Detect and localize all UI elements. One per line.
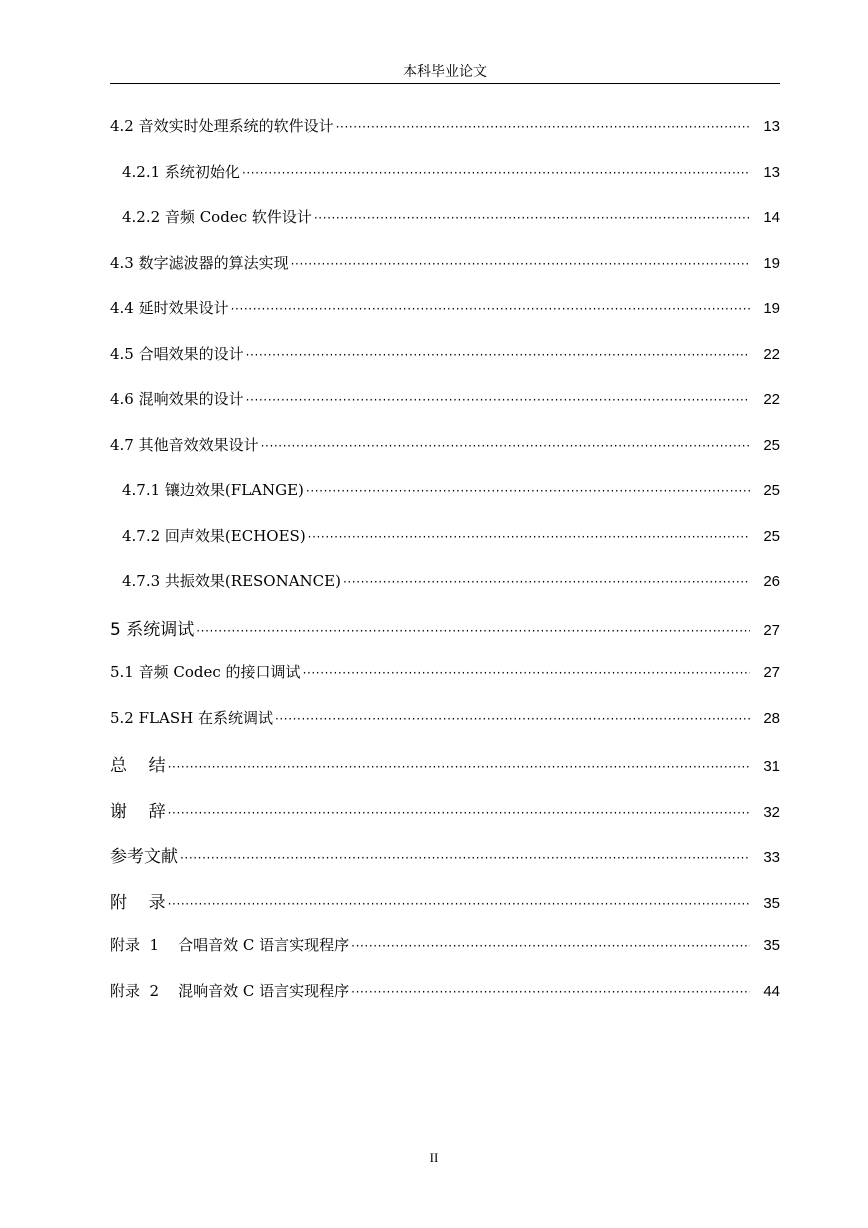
toc-entry-title: 4.2.2 音频 Codec 软件设计: [122, 208, 312, 226]
toc-entry-title: 4.5 合唱效果的设计: [110, 345, 244, 363]
toc-leader-dots: [308, 530, 750, 544]
toc-entry[interactable]: [110, 980, 780, 1004]
toc-entry-page: 44: [763, 983, 780, 1000]
toc-entry-page: 22: [763, 346, 780, 363]
toc-leader-dots: [168, 806, 750, 820]
toc-entry-page: 33: [763, 849, 780, 866]
toc-entry-page: 27: [763, 622, 780, 639]
page-number-footer: II: [429, 1150, 439, 1165]
toc-leader-dots: [351, 939, 750, 953]
toc-entry-title: 4.3 数字滤波器的算法实现: [110, 254, 289, 272]
toc-entry[interactable]: [110, 751, 780, 775]
toc-entry-title: 附录 2 混响音效 C 语言实现程序: [110, 982, 350, 1000]
toc-entry-page: 31: [763, 758, 780, 775]
toc-entry[interactable]: [110, 343, 780, 367]
header-rule: [110, 83, 780, 84]
toc-entry[interactable]: [110, 434, 780, 458]
toc-entry[interactable]: [110, 115, 780, 139]
toc-entry-title: 附录 1 合唱音效 C 语言实现程序: [110, 936, 350, 954]
toc-entry-title: 附 录: [110, 893, 166, 913]
toc-leader-dots: [343, 575, 750, 589]
toc-entry-title: 4.7.3 共振效果(RESONANCE): [122, 572, 341, 590]
toc-leader-dots: [196, 624, 750, 638]
toc-entry-page: 13: [763, 118, 780, 135]
toc-entry[interactable]: [110, 707, 780, 731]
toc-leader-dots: [351, 985, 750, 999]
toc-entry[interactable]: [110, 842, 780, 866]
toc-leader-dots: [261, 439, 750, 453]
toc-leader-dots: [168, 897, 750, 911]
toc-leader-dots: [336, 120, 750, 134]
toc-entry-page: 19: [763, 300, 780, 317]
toc-entry-page: 25: [763, 437, 780, 454]
toc-entry-title: 4.7 其他音效效果设计: [110, 436, 259, 454]
toc-entry-title: 5.2 FLASH 在系统调试: [110, 709, 273, 727]
toc-entry-title: 4.7.1 镶边效果(FLANGE): [122, 481, 304, 499]
toc-entry[interactable]: [110, 525, 780, 549]
toc-entry[interactable]: [110, 888, 780, 912]
toc-entry-page: 27: [763, 664, 780, 681]
toc-leader-dots: [291, 257, 750, 271]
toc-leader-dots: [303, 666, 750, 680]
toc-entry[interactable]: [110, 388, 780, 412]
toc-leader-dots: [168, 760, 750, 774]
toc-entry-title: 4.2.1 系统初始化: [122, 163, 240, 181]
toc-entry-page: 28: [763, 710, 780, 727]
toc-entry-page: 26: [763, 573, 780, 590]
toc-entry-title: 谢 辞: [110, 802, 166, 822]
toc-entry-page: 13: [763, 164, 780, 181]
toc-leader-dots: [231, 302, 750, 316]
toc-entry-page: 22: [763, 391, 780, 408]
toc-entry[interactable]: [110, 615, 780, 639]
toc-entry[interactable]: [110, 934, 780, 958]
toc-leader-dots: [246, 348, 750, 362]
toc-leader-dots: [242, 166, 750, 180]
toc-entry-title: 5 系统调试: [110, 620, 195, 640]
toc-entry-title: 4.2 音效实时处理系统的软件设计: [110, 117, 334, 135]
toc-entry-title: 4.6 混响效果的设计: [110, 390, 244, 408]
toc-entry[interactable]: [110, 252, 780, 276]
toc-leader-dots: [180, 851, 750, 865]
toc-entry-page: 25: [763, 482, 780, 499]
toc-entry-title: 4.4 延时效果设计: [110, 299, 229, 317]
toc-entry-page: 25: [763, 528, 780, 545]
toc-entry[interactable]: [110, 161, 780, 185]
toc-entry-title: 总 结: [110, 756, 166, 776]
toc-entry[interactable]: [110, 661, 780, 685]
toc-leader-dots: [275, 712, 750, 726]
toc-entry-title: 4.7.2 回声效果(ECHOES): [122, 527, 306, 545]
toc-entry[interactable]: [110, 479, 780, 503]
toc-entry-title: 5.1 音频 Codec 的接口调试: [110, 663, 301, 681]
toc-leader-dots: [306, 484, 750, 498]
toc-entry-page: 35: [763, 895, 780, 912]
page-header-title: 本科毕业论文: [403, 64, 487, 80]
toc-entry[interactable]: [110, 206, 780, 230]
toc-entry-page: 32: [763, 804, 780, 821]
toc-entry[interactable]: [110, 570, 780, 594]
toc-leader-dots: [314, 211, 750, 225]
toc-entry[interactable]: [110, 797, 780, 821]
toc-entry-page: 14: [763, 209, 780, 226]
toc-entry[interactable]: [110, 297, 780, 321]
toc-leader-dots: [246, 393, 750, 407]
toc-entry-page: 35: [763, 937, 780, 954]
toc-entry-title: 参考文献: [110, 847, 178, 867]
toc-entry-page: 19: [763, 255, 780, 272]
